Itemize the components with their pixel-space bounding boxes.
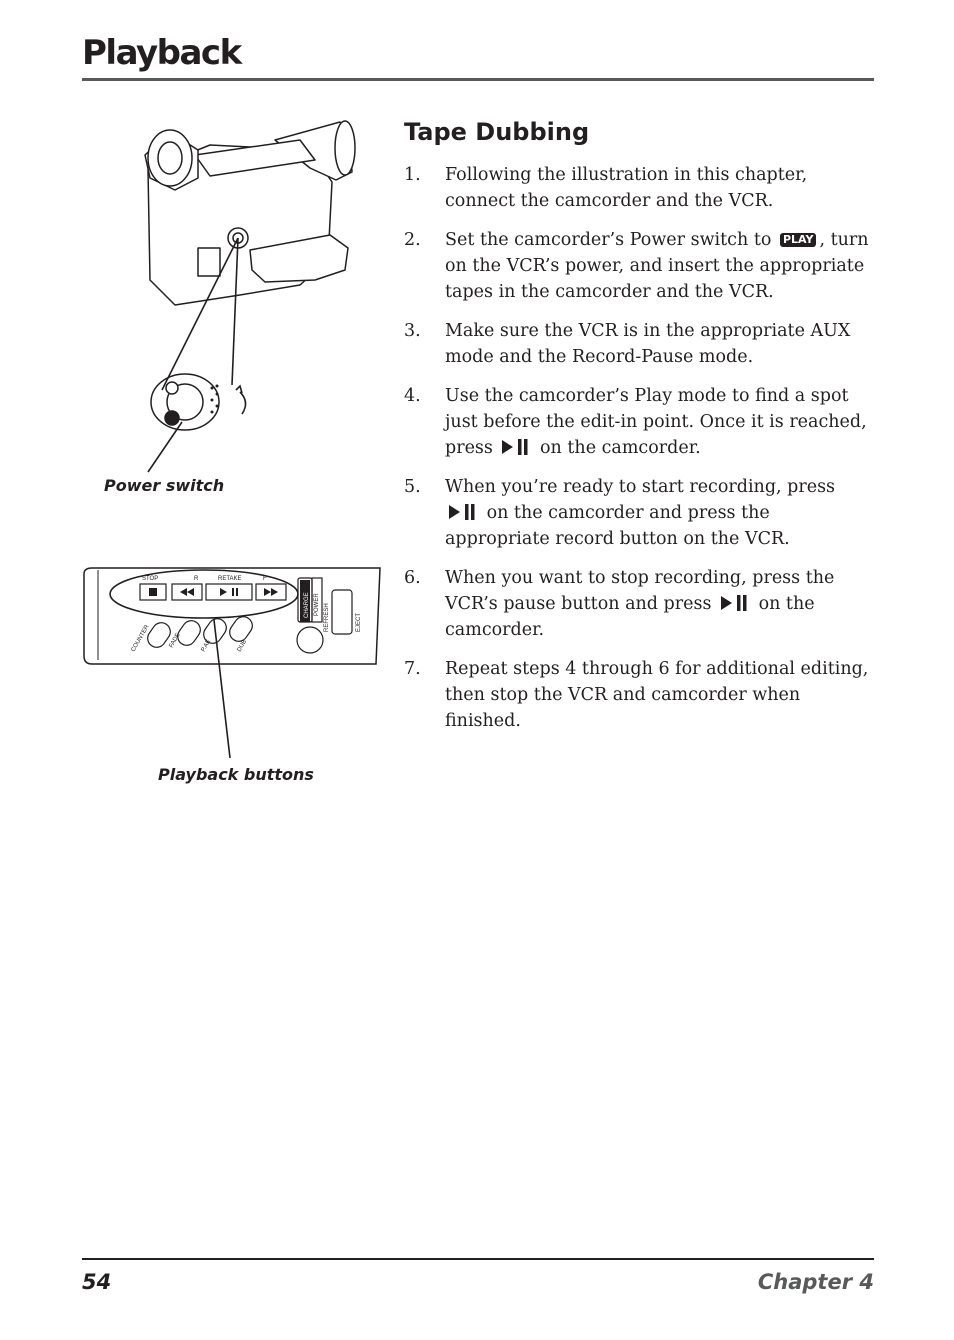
step-item — [404, 565, 874, 643]
panel-f-text: F — [263, 576, 267, 582]
step-item — [404, 318, 874, 370]
step-item — [404, 656, 874, 734]
step-text — [445, 227, 874, 305]
panel-retake-text: RETAKE — [218, 576, 242, 582]
camcorder-illustration — [100, 110, 370, 490]
step-text-before: Use the camcorder’s Play mode to find a spot just before the edit-in point. Once it is reached, press — [445, 386, 867, 458]
step-number: 2. — [404, 230, 421, 250]
step-number: 7. — [404, 659, 421, 679]
panel-charge-text: CHARGE — [304, 592, 310, 618]
step-text-before: When you’re ready to start recording, press — [445, 477, 836, 497]
power-switch-label: Power switch — [104, 476, 225, 495]
panel-fade-text: FADE — [168, 632, 182, 649]
play-pause-icon — [448, 503, 478, 521]
step-item — [404, 162, 874, 214]
control-panel-illustration — [80, 560, 385, 760]
section-title: Tape Dubbing — [404, 118, 590, 146]
panel-refresh-text: REFRESH — [324, 603, 330, 632]
panel-eject-text: EJECT — [356, 612, 362, 632]
step-text — [445, 474, 874, 552]
page-number: 54 — [82, 1270, 112, 1294]
step-text-after: , turn on the VCR’s power, and insert the appropriate tapes in the camcorder and the VCR. — [445, 230, 869, 302]
step-text: Repeat steps 4 through 6 for additional editing, then stop the VCR and camcorder when finished. — [445, 659, 869, 731]
step-text-before: Set the camcorder’s Power switch to — [445, 230, 777, 250]
chapter-label: Chapter 4 — [757, 1270, 874, 1294]
step-number: 3. — [404, 321, 421, 341]
panel-r-text: R — [194, 576, 199, 582]
header-rule — [82, 78, 874, 81]
step-text: Make sure the VCR is in the appropriate AUX mode and the Record-Pause mode. — [445, 321, 851, 367]
step-text-after: on the camcorder and press the appropriate record button on the VCR. — [445, 503, 790, 549]
step-item — [404, 383, 874, 461]
step-number: 4. — [404, 386, 421, 406]
step-number: 1. — [404, 165, 421, 185]
step-number: 5. — [404, 477, 421, 497]
panel-pae-text: P.AE — [200, 638, 213, 653]
step-text-after: on the camcorder. — [534, 438, 701, 458]
playback-buttons-label: Playback buttons — [158, 765, 314, 784]
step-text-after: on the camcorder. — [445, 594, 815, 640]
page-header-title: Playback — [82, 33, 241, 73]
panel-stop-text: STOP — [142, 576, 159, 582]
panel-dub-text: DUB — [236, 639, 249, 653]
play-pause-icon — [720, 594, 750, 612]
panel-counter-text: COUNTER — [130, 624, 151, 653]
panel-power-text: POWER — [314, 593, 320, 616]
step-text-before: When you want to stop recording, press the VCR’s pause button and press — [445, 568, 835, 614]
step-item — [404, 474, 874, 552]
play-mode-badge: PLAY — [780, 233, 817, 247]
step-number: 6. — [404, 568, 421, 588]
step-text: Following the illustration in this chapter, connect the camcorder and the VCR. — [445, 165, 808, 211]
step-text — [445, 565, 874, 643]
play-pause-icon — [501, 438, 531, 456]
footer-rule — [82, 1258, 874, 1260]
step-item — [404, 227, 874, 305]
step-text — [445, 383, 874, 461]
dubbing-steps — [404, 162, 874, 747]
